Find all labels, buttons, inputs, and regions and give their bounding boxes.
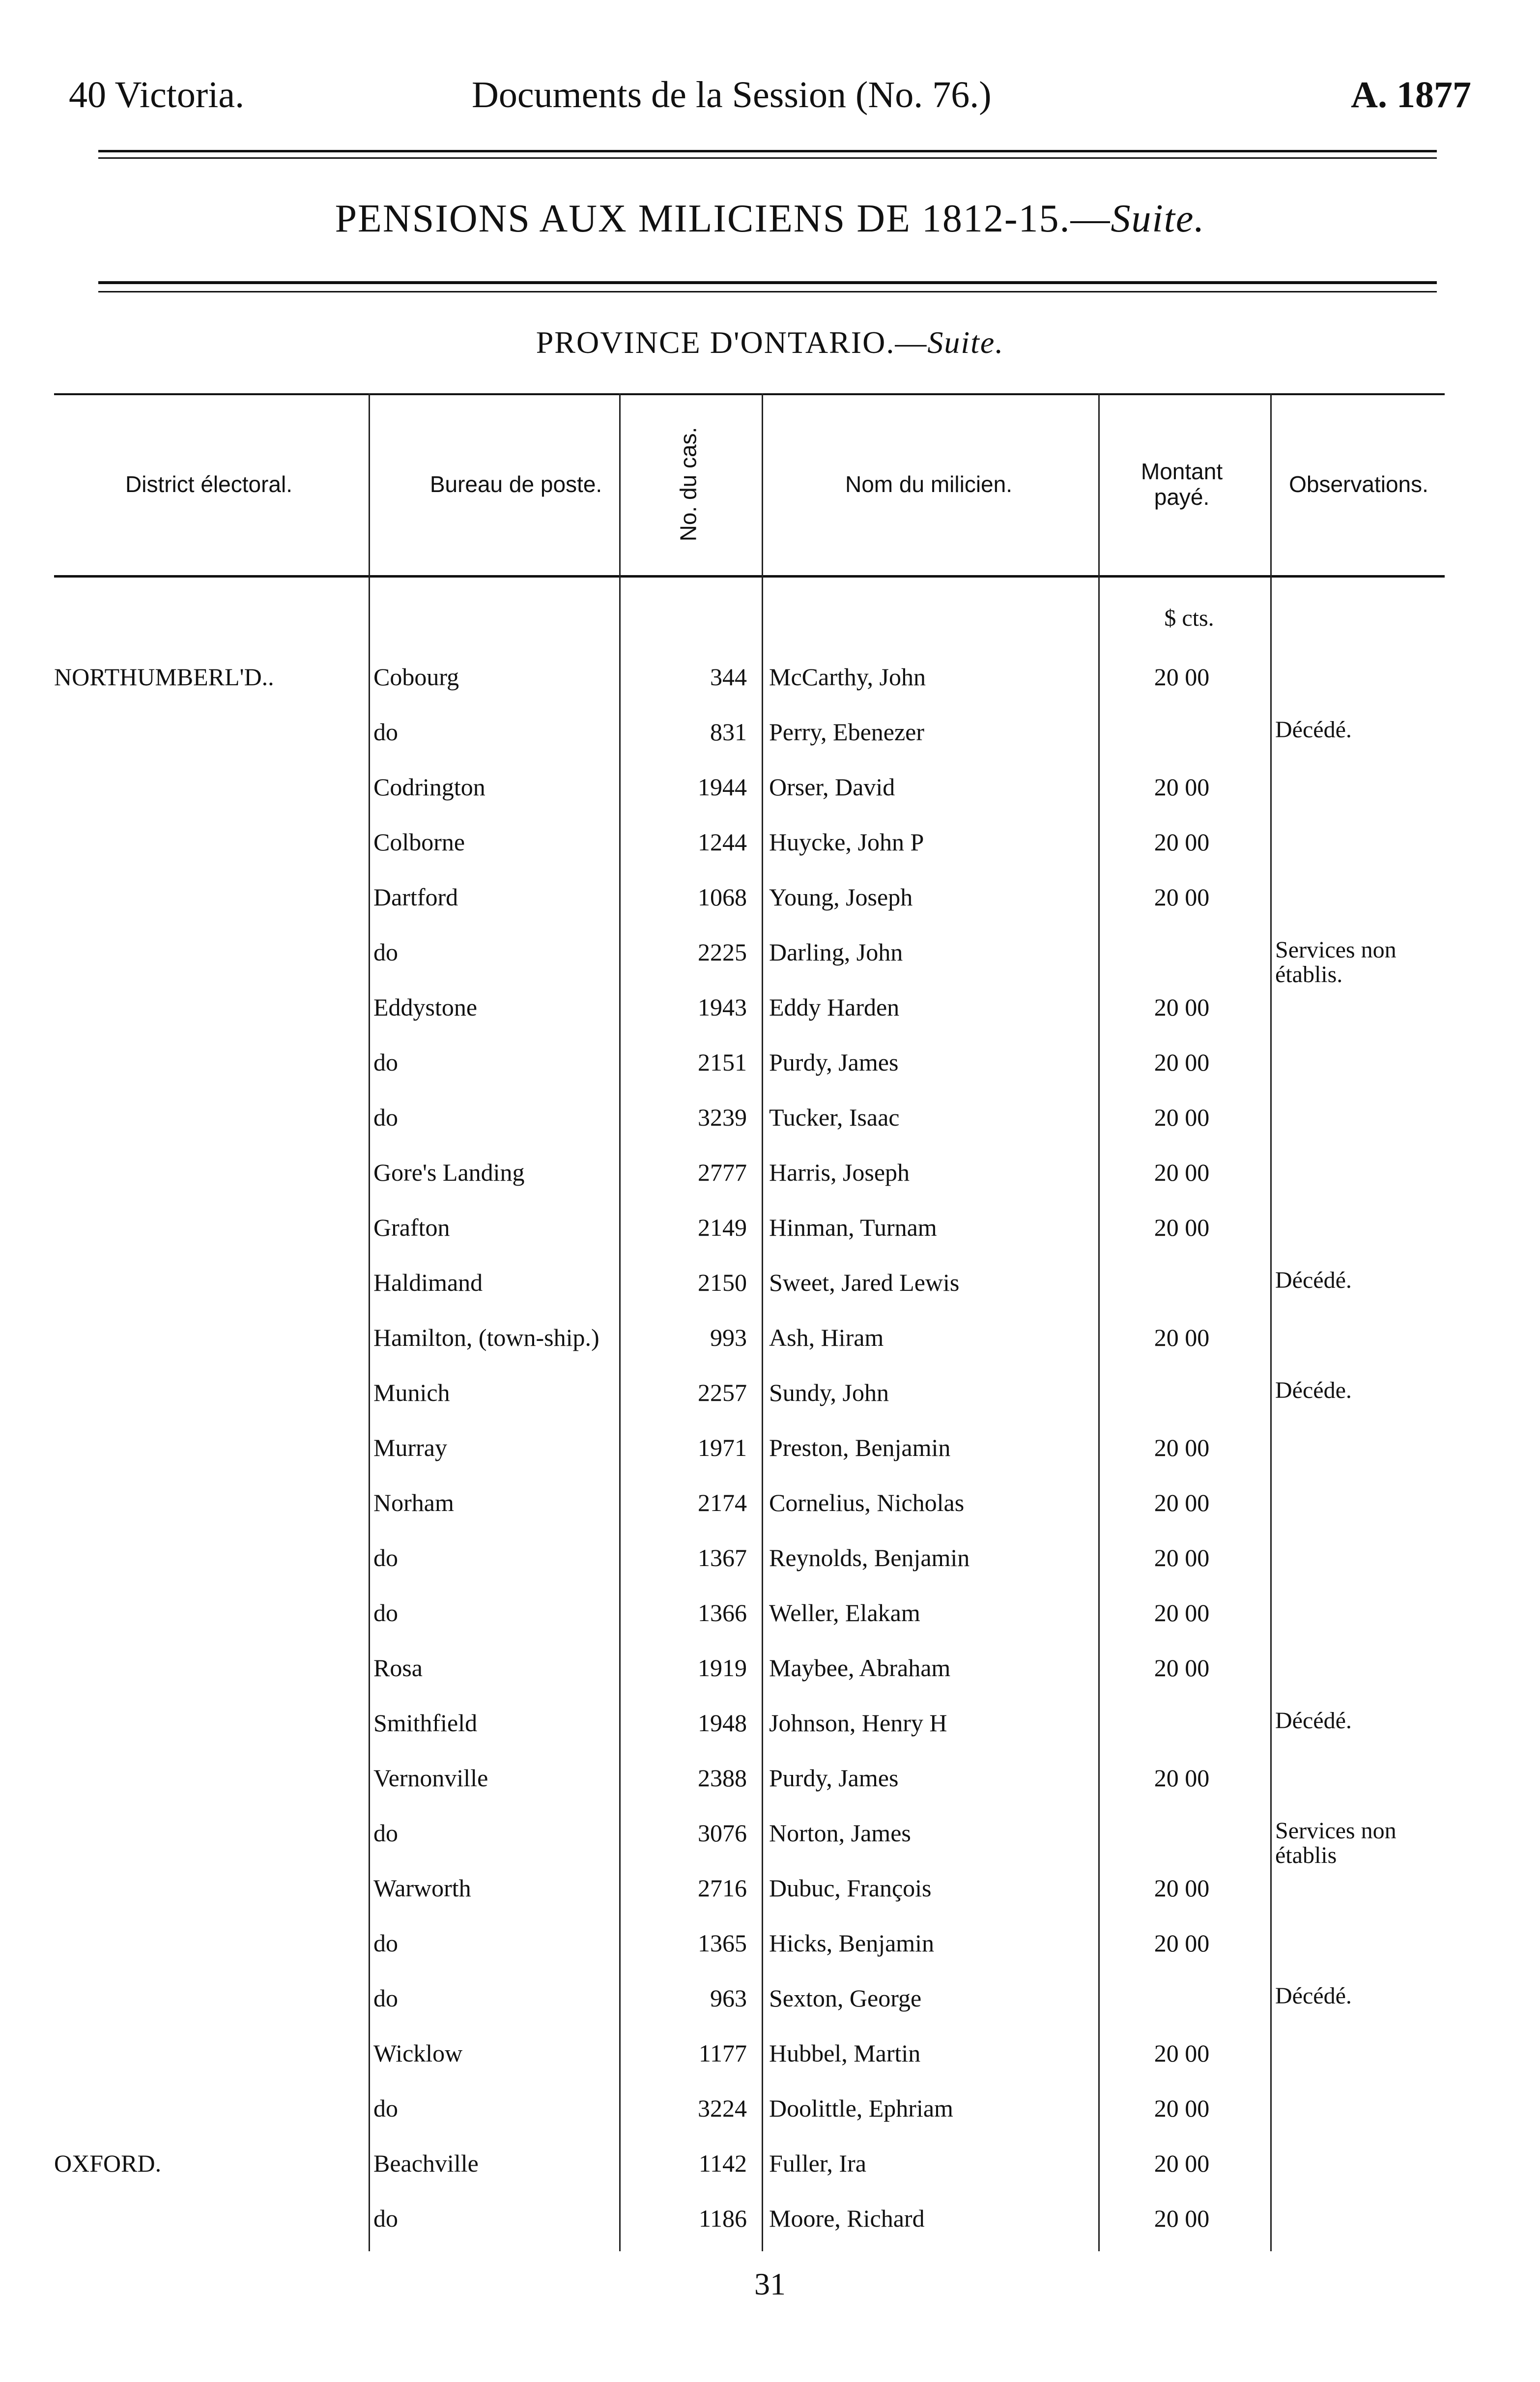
page-title-suite: Suite.: [1111, 197, 1205, 240]
amount-cell: 20 00: [1154, 2094, 1210, 2122]
name-cell: Eddy Harden: [769, 993, 900, 1021]
case-number-cell: 1068: [698, 883, 747, 911]
table-row: [54, 1094, 1445, 1149]
province-heading-dash: —: [895, 325, 928, 360]
amount-cell: 20 00: [1154, 1434, 1210, 1461]
header-rule: [98, 157, 1437, 159]
case-number-cell: 1367: [698, 1544, 747, 1571]
table-row: [54, 1645, 1445, 1700]
bureau-cell: do: [373, 2205, 398, 2232]
bureau-cell: do: [373, 1104, 398, 1131]
table-row: [54, 1590, 1445, 1645]
amount-cell: 20 00: [1154, 1654, 1210, 1682]
table-row: [54, 1314, 1445, 1369]
bureau-cell: Colborne: [373, 828, 465, 856]
table-row: [54, 1535, 1445, 1590]
case-number-cell: 3076: [698, 1819, 747, 1847]
name-cell: Johnson, Henry H: [769, 1709, 947, 1737]
table-row: [54, 1755, 1445, 1810]
case-number-cell: 2225: [698, 938, 747, 966]
bureau-cell: do: [373, 1819, 398, 1847]
name-cell: Huycke, John P: [769, 828, 924, 856]
case-number-cell: 1142: [698, 2150, 747, 2177]
name-cell: Purdy, James: [769, 1048, 899, 1076]
bureau-cell: do: [373, 2094, 398, 2122]
name-cell: Young, Joseph: [769, 883, 913, 911]
case-number-cell: 3239: [698, 1104, 747, 1131]
name-cell: Perry, Ebenezer: [769, 718, 925, 746]
case-number-cell: 1244: [698, 828, 747, 856]
name-cell: Sexton, George: [769, 1984, 922, 2012]
name-cell: Harris, Joseph: [769, 1159, 910, 1186]
name-cell: Norton, James: [769, 1819, 911, 1847]
amount-cell: 20 00: [1154, 1599, 1210, 1627]
name-cell: Hicks, Benjamin: [769, 1929, 935, 1957]
amount-cell: 20 00: [1154, 1324, 1210, 1351]
observation-cell: Décédé.: [1275, 1709, 1352, 1733]
table-row: [54, 2085, 1445, 2140]
name-cell: Fuller, Ira: [769, 2150, 866, 2177]
bureau-cell: Gore's Landing: [373, 1159, 525, 1186]
table-row: [54, 1204, 1445, 1259]
amount-cell: 20 00: [1154, 1929, 1210, 1957]
amount-cell: 20 00: [1154, 1764, 1210, 1792]
name-cell: Hinman, Turnam: [769, 1214, 937, 1241]
province-heading-suite: Suite.: [927, 325, 1004, 360]
case-number-cell: 1919: [698, 1654, 747, 1682]
bureau-cell: Grafton: [373, 1214, 450, 1241]
table-row: [54, 984, 1445, 1039]
table-row: [54, 2140, 1445, 2195]
table-row: [54, 654, 1445, 709]
case-number-cell: 1366: [698, 1599, 747, 1627]
amount-cell: 20 00: [1154, 2039, 1210, 2067]
name-cell: Tucker, Isaac: [769, 1104, 900, 1131]
header-year: A. 1877: [1351, 74, 1471, 116]
bureau-cell: do: [373, 1544, 398, 1571]
case-number-cell: 2257: [698, 1379, 747, 1406]
observation-cell: Décédé.: [1275, 1984, 1352, 2008]
bureau-cell: do: [373, 938, 398, 966]
name-cell: Preston, Benjamin: [769, 1434, 951, 1461]
amount-cell: 20 00: [1154, 993, 1210, 1021]
col-header-obs: [1273, 393, 1445, 575]
name-cell: Purdy, James: [769, 1764, 899, 1792]
table-row: [54, 1039, 1445, 1094]
amount-cell: 20 00: [1154, 663, 1210, 691]
case-number-cell: 2174: [698, 1489, 747, 1516]
case-number-cell: 2777: [698, 1159, 747, 1186]
observation-cell: Services non établis: [1275, 1819, 1397, 1868]
observation-cell: Décéde.: [1275, 1378, 1352, 1403]
bureau-cell: Haldimand: [373, 1269, 483, 1296]
table-row: [54, 1700, 1445, 1755]
bureau-cell: Wicklow: [373, 2039, 463, 2067]
case-number-cell: 963: [710, 1984, 747, 2012]
table-row: [54, 1369, 1445, 1424]
amount-cell: 20 00: [1154, 1159, 1210, 1186]
bureau-cell: Eddystone: [373, 993, 478, 1021]
header-bottom-rule: [54, 575, 1445, 578]
table-row: [54, 1865, 1445, 1920]
amount-cell: 20 00: [1154, 1214, 1210, 1241]
bureau-cell: Murray: [373, 1434, 447, 1461]
name-cell: Cornelius, Nicholas: [769, 1489, 965, 1516]
observation-cell: Décédé.: [1275, 718, 1352, 742]
case-number-cell: 344: [710, 663, 747, 691]
bureau-cell: Codrington: [373, 773, 485, 801]
amount-cell: 20 00: [1154, 1544, 1210, 1571]
bureau-cell: Hamilton, (town-ship.): [373, 1324, 599, 1351]
bureau-cell: Norham: [373, 1489, 454, 1516]
province-heading-main: PROVINCE D'ONTARIO.: [536, 325, 895, 360]
name-cell: Ash, Hiram: [769, 1324, 884, 1351]
amount-cell: 20 00: [1154, 1489, 1210, 1516]
case-number-cell: 1365: [698, 1929, 747, 1957]
amount-cell: 20 00: [1154, 2205, 1210, 2232]
table-row: [54, 1810, 1445, 1868]
case-number-cell: 1948: [698, 1709, 747, 1737]
header-volume: 40 Victoria.: [69, 74, 245, 116]
name-cell: Moore, Richard: [769, 2205, 925, 2232]
bureau-cell: Smithfield: [373, 1709, 478, 1737]
header-rule: [98, 150, 1437, 152]
col-header-obs-label: Observations.: [1289, 471, 1428, 497]
col-header-montant: [1101, 393, 1263, 575]
amount-cell: 20 00: [1154, 1048, 1210, 1076]
table-row: [54, 819, 1445, 874]
table-row: [54, 764, 1445, 819]
amount-cell: 20 00: [1154, 773, 1210, 801]
name-cell: Maybee, Abraham: [769, 1654, 951, 1682]
title-rule: [98, 291, 1437, 292]
province-heading: [0, 324, 1540, 361]
table-row: [54, 1975, 1445, 2030]
amount-cell: 20 00: [1154, 828, 1210, 856]
observation-cell: Décédé.: [1275, 1268, 1352, 1293]
col-header-district-label: District électoral.: [125, 471, 292, 497]
case-number-cell: 3224: [698, 2094, 747, 2122]
bureau-cell: Cobourg: [373, 663, 459, 691]
case-number-cell: 2149: [698, 1214, 747, 1241]
table-row: [54, 1259, 1445, 1314]
col-header-nom-label: Nom du milicien.: [845, 471, 1012, 497]
name-cell: Weller, Elakam: [769, 1599, 920, 1627]
case-number-cell: 2388: [698, 1764, 747, 1792]
amount-cell: 20 00: [1154, 2150, 1210, 2177]
page-number: 31: [754, 2266, 786, 2301]
bureau-cell: do: [373, 718, 398, 746]
case-number-cell: 831: [710, 718, 747, 746]
page-title: [0, 197, 1540, 241]
bureau-cell: Warworth: [373, 1874, 471, 1902]
name-cell: Darling, John: [769, 938, 903, 966]
case-number-cell: 1943: [698, 993, 747, 1021]
name-cell: McCarthy, John: [769, 663, 926, 691]
case-number-cell: 2716: [698, 1874, 747, 1902]
bureau-cell: do: [373, 1048, 398, 1076]
amount-cell: 20 00: [1154, 1874, 1210, 1902]
title-rule: [98, 281, 1437, 284]
bureau-cell: do: [373, 1984, 398, 2012]
table-row: [54, 2030, 1445, 2085]
bureau-cell: Rosa: [373, 1654, 423, 1682]
col-header-montant-label: Montant payé.: [1141, 459, 1223, 510]
col-header-no: [619, 393, 757, 575]
bureau-cell: Munich: [373, 1379, 450, 1406]
table-row: [54, 929, 1445, 987]
case-number-cell: 2151: [698, 1048, 747, 1076]
table-row: [54, 1424, 1445, 1480]
district-cell: OXFORD.: [54, 2150, 162, 2177]
name-cell: Orser, David: [769, 773, 895, 801]
name-cell: Sundy, John: [769, 1379, 889, 1406]
bureau-cell: do: [373, 1599, 398, 1627]
bureau-cell: do: [373, 1929, 398, 1957]
amount-cell: 20 00: [1154, 883, 1210, 911]
name-cell: Hubbel, Martin: [769, 2039, 921, 2067]
page-title-main: PENSIONS AUX MILICIENS DE 1812-15.: [335, 197, 1071, 240]
name-cell: Sweet, Jared Lewis: [769, 1269, 960, 1296]
page-title-dash: —: [1070, 197, 1111, 240]
table-row: [54, 1149, 1445, 1204]
district-cell: NORTHUMBERL'D..: [54, 663, 274, 691]
name-cell: Doolittle, Ephriam: [769, 2094, 953, 2122]
table-row: [54, 874, 1445, 929]
running-header: [69, 74, 1471, 118]
table-row: [54, 2195, 1445, 2250]
observation-cell: Services non établis.: [1275, 938, 1397, 987]
col-header-no-label: No. du cas.: [675, 427, 701, 542]
bureau-cell: Beachville: [373, 2150, 479, 2177]
table-row: [54, 709, 1445, 764]
table-row: [54, 1920, 1445, 1975]
bureau-cell: Dartford: [373, 883, 458, 911]
bureau-cell: Vernonville: [373, 1764, 488, 1792]
amount-cell: 20 00: [1154, 1104, 1210, 1131]
case-number-cell: 1971: [698, 1434, 747, 1461]
case-number-cell: 1186: [698, 2205, 747, 2232]
case-number-cell: 2150: [698, 1269, 747, 1296]
units-label: $ cts.: [1164, 605, 1214, 631]
col-header-nom: [762, 393, 1096, 575]
table-row: [54, 1480, 1445, 1535]
name-cell: Reynolds, Benjamin: [769, 1544, 970, 1571]
case-number-cell: 1944: [698, 773, 747, 801]
header-session: Documents de la Session (No. 76.): [472, 74, 992, 116]
col-header-bureau-label: Bureau de poste.: [429, 471, 602, 497]
col-header-district: [54, 393, 364, 575]
case-number-cell: 993: [710, 1324, 747, 1351]
case-number-cell: 1177: [698, 2039, 747, 2067]
name-cell: Dubuc, François: [769, 1874, 932, 1902]
